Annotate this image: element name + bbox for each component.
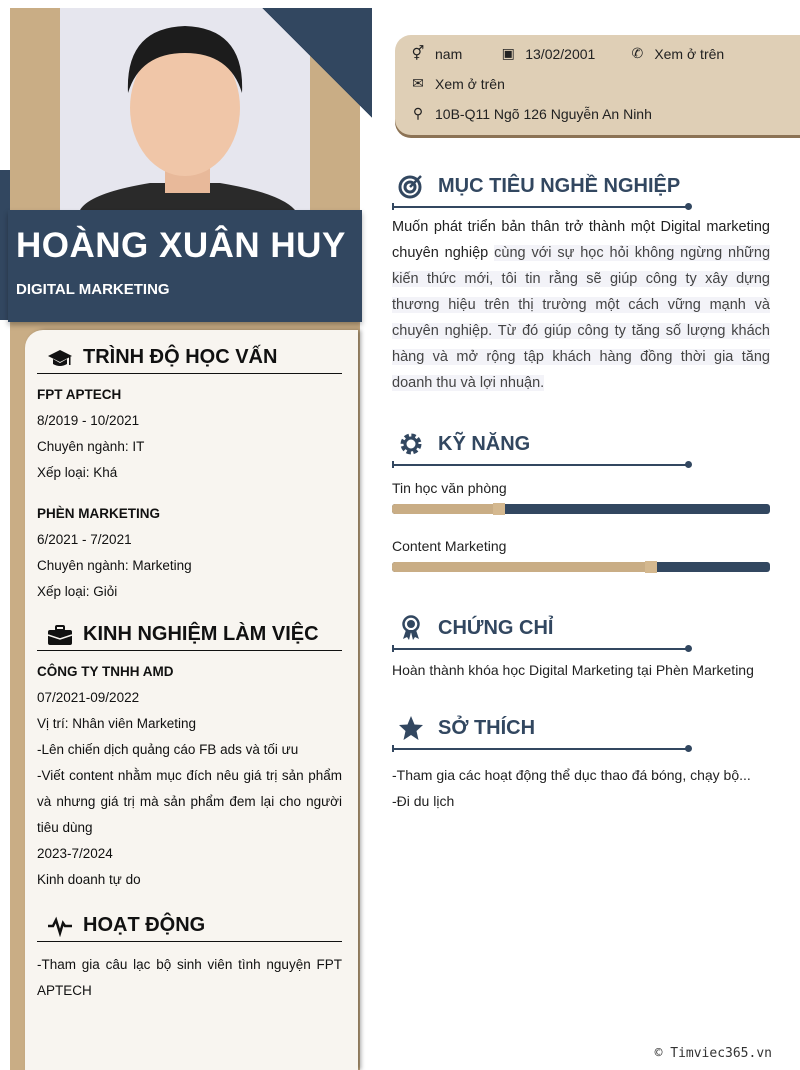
objective-heading: MỤC TIÊU NGHỀ NGHIỆP [438,174,681,197]
award-ribbon-icon [398,615,424,641]
school-major: Chuyên ngành: IT [37,439,145,454]
email-icon: ✉ [412,75,424,91]
objective-part2: cùng với sự học hỏi không ngừng những kiến thức mới, tôi tin rằng sẽ giúp công ty xây dựng thương hiệu trên thị trường một cách vững mạnh và chuyên nghiệp. Từ đó giúp công ty tăng số lượng khách hàng và mở rộng tập khách hàng đồng thời gia tăng doanh thu và lợi nhuận. [392,245,771,391]
objective-text [392,214,770,396]
candidate-title: DIGITAL MARKETING [16,281,170,298]
skill-name: Tin học văn phòng [392,480,507,496]
location-icon: ⚲ [412,105,424,121]
certificate-item: Hoàn thành khóa học Digital Marketing tại Phèn Marketing [392,662,754,678]
skill-bar [392,504,770,514]
school-grade: Xếp loại: Khá [37,465,118,480]
skill-bar-knob [645,561,657,573]
hobbies-section [392,712,751,814]
job-position: Vị trí: Nhân viên Marketing [37,716,197,731]
target-icon [398,173,424,199]
job-period: 07/2021-09/2022 [37,690,140,705]
graduation-cap-icon [47,347,73,369]
briefcase-icon [47,624,73,646]
gender: nam [435,45,463,62]
education-heading: TRÌNH ĐỘ HỌC VẤN [83,346,278,368]
skill-name: Content Marketing [392,538,507,554]
certificates-section [392,612,754,678]
address: 10B-Q11 Ngõ 126 Nguyễn An Ninh [435,105,652,122]
heartbeat-icon [47,915,73,937]
birthdate: 13/02/2001 [525,45,596,62]
calendar-icon: ▣ [501,45,515,61]
star-icon [398,715,424,741]
school-grade: Xếp loại: Giỏi [37,584,118,599]
phone: Xem ở trên [654,45,725,62]
job-period: 2023-7/2024 [37,846,113,861]
school-major: Chuyên ngành: Marketing [37,558,192,573]
job-duty: -Viết content nhằm mục đích nêu giá trị sản phẩm và nhưng giá trị mà sản phẩm đem lại cho người tiêu dùng [37,768,342,835]
contact-box [395,35,800,135]
skill-bar [392,562,770,572]
skill-bar-fill [392,504,505,514]
school-period: 8/2019 - 10/2021 [37,413,140,428]
experience-heading: KINH NGHIỆM LÀM VIỆC [83,623,319,645]
certificates-heading: CHỨNG CHỈ [438,616,554,639]
hobby-item: -Đi du lịch [392,793,455,809]
activities-section [37,910,342,1004]
job-duty: -Lên chiến dịch quảng cáo FB ads và tối ưu [37,742,299,757]
skills-section [392,428,770,572]
education-section [37,342,342,605]
skill-bar-fill [392,562,657,572]
activities-heading: HOẠT ĐỘNG [83,914,206,936]
footer-credit: © Timviec365.vn [654,1046,772,1061]
objective-section [392,170,692,212]
phone-icon: ✆ [631,45,644,61]
experience-section [37,619,342,893]
skill-bar-knob [493,503,505,515]
company-name: CÔNG TY TNHH AMD [37,664,174,679]
hobbies-heading: SỞ THÍCH [438,716,536,739]
school-name: FPT APTECH [37,387,122,402]
skills-heading: KỸ NĂNG [438,432,531,455]
activities-text: -Tham gia câu lạc bộ sinh viên tình nguyện FPT APTECH [37,957,342,998]
email: Xem ở trên [435,75,505,92]
school-name: PHÈN MARKETING [37,506,161,521]
gender-icon: ⚥ [411,45,425,61]
decorative-corner [262,8,372,118]
objective-part1: Muốn phát triển bản thân trở thành một Digital marketing chuyên nghiệp [392,219,770,261]
candidate-name: HOÀNG XUÂN HUY [16,226,346,265]
job-role: Kinh doanh tự do [37,872,141,887]
hobby-item: -Tham gia các hoạt động thể dục thao đá bóng, chạy bộ... [392,767,751,783]
school-period: 6/2021 - 7/2021 [37,532,132,547]
gear-icon [398,431,424,457]
